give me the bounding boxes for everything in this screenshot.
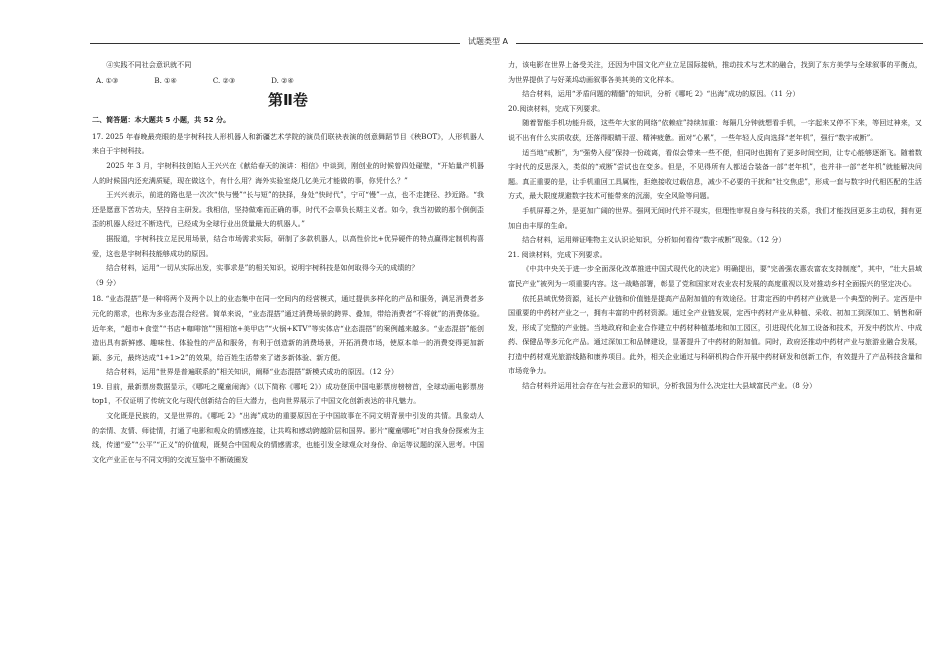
section-heading: 二、简答题：本大题共 5 小题，共 52 分。 — [92, 115, 231, 125]
q20-para-3: 手机屏幕之外，是更加广阔的世界。强网无间时代并不现实，但理性审视自身与科技的关系，我们才能找回更多主动权，拥有更加自由丰厚的生命。 — [508, 205, 922, 230]
right-column — [508, 58, 922, 394]
choice-a: A. ①③ — [96, 75, 119, 85]
q19-para-1: 文化既是民族的，又是世界的。《哪吒 2》“出海”成功的重要原因在于中国故事在不同文明背景中引发的共情。具象动人的亲情、友情、师徒情，打通了电影和观众的情感连接，让共鸣和感动跨越阶层和国界。影片“魔童哪吒”对自我身份探索为主线，传递“爱”“公平”“正义”的价值观，既契合中国观众的情感需求，也能引发全球观众对身份、命运等议题的深入思考。中国文化产业正在与不同文明的交流互鉴中不断破圈发 — [92, 411, 484, 464]
q17-para-1: 2025 年 3 月，宇树科技创始人王兴兴在《献给春天的演讲：相信》中谈到，刚创业的时候曾四处碰壁，“开始量产机器人的时候国内还充满质疑，现在做这个，有什么用？海外实验室烧几亿美元才能做的事，你凭什么？” — [92, 160, 484, 185]
q19-continued: 力，该电影在世界上备受关注，还因为中国文化产业立足国际接轨，推动技术与艺术的融合，找到了东方美学与全球叙事的平衡点，为世界提供了与好莱坞动画叙事各美其美的文化样本。 — [508, 60, 922, 84]
choice-d: D. ②④ — [271, 75, 294, 85]
q18-task: 结合材料，运用“世界是普遍联系的”相关知识，阐释“业态混搭”新模式成功的原因。（12 分） — [106, 367, 398, 377]
left-column — [92, 58, 484, 467]
q21-para-2: 依托县域优势资源，延长产业链和价值链是提高产品附加值的有效途径。甘肃定西的中药材产业就是一个典型的例子。定西是中国重要的中药材产业之一，拥有丰富的中药材资源。通过全产业链发展，定西中药材产业从种植、采收、初加工到深加工、销售和研发，形成了完整的产业链。当地政府和企业合作建立中药材种植基地和加工园区，引进现代化加工设备和技术，开发中药饮片、中成药、保健品等多元化产品。通过深加工和品牌建设，显著提升了中药材的附加值。同时，政府还推动中药材产业与旅游业融合发展，打造中药材观光旅游线路和康养项目。此外，相关企业通过与科研机构合作开展中药材研发和创新工作，有效提升了产品科技含量和市场竞争力。 — [508, 293, 922, 376]
q21-heading: 21. 阅读材料，完成下列要求。 — [508, 249, 607, 259]
q21-para-1: 《中共中央关于进一步全面深化改革推进中国式现代化的决定》明确提出，要“完善强农惠农富农支持制度”，其中，“壮大县域富民产业”被列为一项重要内容。这一战略部署，彰显了党和国家对农业农村发展的高度重视以及对推动乡村全面振兴的坚定决心。 — [508, 264, 922, 288]
choice-b: B. ①④ — [154, 75, 177, 85]
option-4: ④实践不同社会意识就不同 — [106, 60, 192, 69]
q19-task: 结合材料，运用“矛盾问题的精髓”的知识，分析《哪吒 2》“出海”成功的原因。（11 分） — [522, 89, 800, 99]
q21-task: 结合材料并运用社会存在与社会意识的知识，分析我国为什么决定壮大县域富民产业。（8 分） — [522, 381, 817, 391]
q17-para-2: 王兴兴表示，前进的路也是一次次“快与慢”“长与短”的抉择，身处“快时代”，宁可“慢”一点，也不走捷径、抄近路。“我还是愿意下苦功夫，坚持自主研发。我相信，坚持做难而正确的事，时代不会辜负长期主义者。如今，我当初做的那个倒倒歪歪的机器人经过不断迭代，已经成为全球行业出货量最大的机器人。” — [92, 190, 484, 229]
q17-task: 结合材料，运用“一切从实际出发，实事求是”的相关知识，说明宇树科技是如何取得今天的成绩的？ — [106, 263, 419, 273]
q20-para-2: 适当地“戒断”，为“强势入侵”保持一份疏离，看似会带来一些不便，但同时也拥有了更多时间空间，让专心能够逐渐飞。随着数字时代的反思深入，类似的“戒断”尝试也在变多。但是，不见得所有人都适合装备一部“老年机”，也并非一部“老年机”就能解决问题。真正重要的是，让手机重回工具属性，拒绝接收过载信息，减少不必要的干扰和“社交焦虑”，形成一套与数字时代相匹配的生活方式，最大限度规避数字技术可能带来的沉溺，安全风险等问题。 — [508, 147, 922, 201]
answer-choices — [96, 74, 484, 89]
q17-intro: 17. 2025 年春晚最亮眼的是宇树科技人形机器人和新疆艺术学院的演员们联袂表演的创意舞蹈节目《秧BOT》，人形机器人来自于宇树科技。 — [92, 131, 484, 156]
q20-para-1: 随着智能手机功能升级，这些年大家的网络“依赖症”持续加重：每隔几分钟就想看手机，一字起来又停不下来，等回过神来，又说不出有什么实质收获，还落得眼睛干涩、精神疲惫。面对“心累”，一些年轻人反向选择“老年机”，强行“数字戒断”。 — [508, 118, 922, 142]
q19-text: 19. 目前，最新票房数据显示，《哪吒之魔童闹海》（以下简称《哪吒 2》）成功登顶中国电影票房榜榜首，全球动画电影票房 top1，不仅证明了传统文化与现代创新结合的巨大潜力，也向世界展示了中国文化创新表达的非凡魅力。 — [92, 381, 484, 406]
part-title: 第Ⅱ卷 — [268, 91, 308, 110]
q17-score: （9 分） — [92, 277, 121, 287]
exam-type-label: 试题类型 A — [460, 36, 516, 47]
choice-c: C. ②③ — [212, 75, 236, 85]
q20-heading: 20.阅读材料，完成下列要求。 — [508, 103, 605, 113]
q20-task: 结合材料，运用辩证唯物主义认识论知识，分析如何看待“数字戒断”现象。（12 分） — [522, 235, 786, 245]
q18-text: 18. “业态混搭”是一种将两个及两个以上的业态集中在同一空间内的经营模式，通过提供多样化的产品和服务，满足消费者多元化的需求，也称为多业态混合经营。简单来说，“业态混搭”通过消费场景的跨界、叠加，带给消费者“不将就”的消费体验。近年来，“超市+食堂”“书店+咖啡馆”“照相馆+美甲店”“火锅+KTV”等实体店“业态混搭”的案例越来越多。“业态混搭”能创造出具有新鲜感、趣味性、体验性的产品和服务，有利于创造新的消费场景，开拓消费市场，使原本单一的消费变得更加新颖、多元，最终达成“1+1>2”的效果，给百姓生活带来了诸多新体验、新方便。 — [92, 294, 484, 362]
q17-para-3: 据报道，宇树科技立足民用场景，结合市场需求实际，研制了多款机器人，以高性价比+优异硬件的特点赢得定制机构喜爱，这也是宇树科技能够成功的原因。 — [92, 233, 484, 258]
